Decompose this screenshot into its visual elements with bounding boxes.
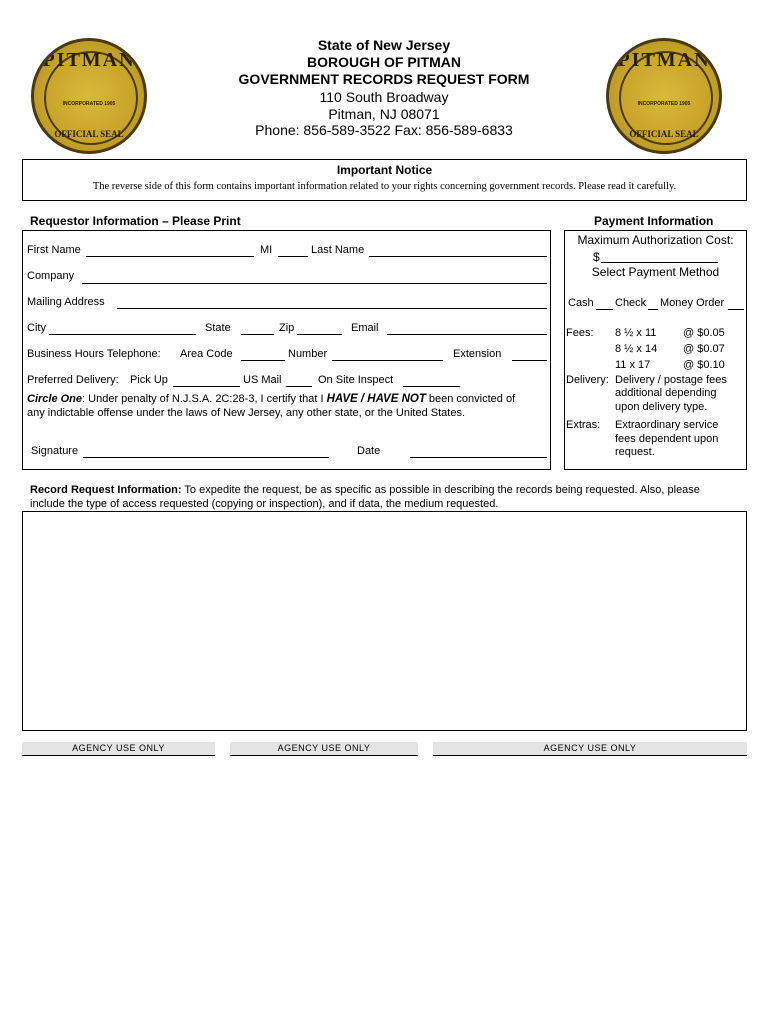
- fee-size: 8 ½ x 11: [615, 327, 657, 339]
- certification-line1: [27, 393, 515, 405]
- seal-top-text: PITMAN: [42, 49, 136, 71]
- state-field[interactable]: [241, 334, 274, 335]
- city-field[interactable]: [49, 334, 196, 335]
- extension-field[interactable]: [512, 360, 547, 361]
- check-label: Check: [615, 297, 647, 309]
- pick-up-label: Pick Up: [130, 374, 168, 386]
- money-order-field[interactable]: [728, 309, 744, 310]
- us-mail-field[interactable]: [286, 386, 312, 387]
- first-name-field[interactable]: [86, 256, 254, 257]
- mi-field[interactable]: [278, 256, 308, 257]
- extras-text: request.: [615, 446, 655, 458]
- record-request-line2: include the type of access requested (copying or inspection), and if data, the medium requested.: [30, 498, 499, 510]
- important-notice-box: [22, 159, 747, 201]
- delivery-text: Delivery / postage fees: [615, 374, 727, 386]
- record-request-textarea[interactable]: [22, 511, 747, 731]
- preferred-delivery-label: Preferred Delivery:: [27, 374, 119, 386]
- fee-price: @ $0.10: [683, 359, 725, 371]
- extras-text: fees dependent upon: [615, 433, 719, 445]
- fees-label: Fees:: [566, 327, 594, 339]
- area-code-field[interactable]: [241, 360, 285, 361]
- extras-label: Extras:: [566, 419, 601, 431]
- zip-label: Zip: [279, 322, 295, 334]
- money-order-label: Money Order: [660, 297, 725, 309]
- seal-middle-text: INCORPORATED 1905: [62, 101, 116, 107]
- agency-use-only-cell: AGENCY USE ONLY: [433, 742, 747, 756]
- header-borough: BOROUGH OF PITMAN: [307, 54, 461, 70]
- email-label: Email: [351, 322, 379, 334]
- payment-heading: Payment Information: [594, 214, 714, 228]
- check-field[interactable]: [648, 309, 658, 310]
- seal-bottom-text: OFFICIAL SEAL: [54, 129, 124, 139]
- have-have-not-choice[interactable]: HAVE / HAVE NOT: [326, 393, 426, 405]
- certification-text-b: been convicted of: [425, 393, 516, 405]
- certification-line2: any indictable offense under the laws of New Jersey, any other state, or the United States.: [27, 407, 466, 419]
- notice-title: Important Notice: [336, 163, 433, 177]
- company-field[interactable]: [82, 283, 547, 284]
- header-state: State of New Jersey: [317, 37, 451, 53]
- record-request-label: Record Request Information:: [30, 484, 182, 496]
- date-field[interactable]: [410, 457, 547, 458]
- on-site-inspect-label: On Site Inspect: [318, 374, 394, 386]
- area-code-label: Area Code: [180, 348, 233, 360]
- select-payment-method-label: Select Payment Method: [591, 265, 720, 279]
- date-label: Date: [357, 445, 381, 457]
- mailing-address-label: Mailing Address: [27, 296, 105, 308]
- mi-label: MI: [260, 244, 273, 256]
- last-name-label: Last Name: [311, 244, 365, 256]
- extras-text: Extraordinary service: [615, 419, 719, 431]
- agency-use-only-cell: AGENCY USE ONLY: [22, 742, 215, 756]
- cash-label: Cash: [568, 297, 594, 309]
- number-label: Number: [288, 348, 328, 360]
- requestor-heading: Requestor Information – Please Print: [30, 214, 241, 228]
- on-site-inspect-field[interactable]: [403, 386, 460, 387]
- fee-price: @ $0.05: [683, 327, 725, 339]
- fee-size: 11 x 17: [615, 359, 651, 371]
- delivery-label: Delivery:: [566, 374, 609, 386]
- mailing-address-field[interactable]: [117, 308, 547, 309]
- city-label: City: [27, 322, 46, 334]
- cash-field[interactable]: [596, 309, 613, 310]
- state-label: State: [205, 322, 231, 334]
- delivery-text: upon delivery type.: [615, 401, 708, 413]
- record-request-instructions: To expedite the request, be as specific as possible in describing the records being requested. Also, please: [181, 484, 700, 496]
- seal-bottom-text: OFFICIAL SEAL: [629, 129, 699, 139]
- last-name-field[interactable]: [369, 256, 547, 257]
- header-phone: Phone: 856-589-3522 Fax: 856-589-6833: [255, 122, 513, 138]
- business-phone-label: Business Hours Telephone:: [27, 348, 161, 360]
- agency-use-only-cell: AGENCY USE ONLY: [230, 742, 418, 756]
- max-authorization-field[interactable]: [601, 262, 718, 263]
- seal-top-text: PITMAN: [617, 49, 711, 71]
- seal-middle-text: INCORPORATED 1905: [637, 101, 691, 107]
- email-field[interactable]: [387, 334, 547, 335]
- notice-text: The reverse side of this form contains important information related to your rights concerning government records. Please read it carefully.: [92, 181, 677, 192]
- zip-field[interactable]: [297, 334, 342, 335]
- extension-label: Extension: [453, 348, 502, 360]
- fee-size: 8 ½ x 14: [615, 343, 658, 355]
- first-name-label: First Name: [27, 244, 81, 256]
- certification-text-a: : Under penalty of N.J.S.A. 2C:28-3, I certify that I: [82, 393, 327, 405]
- pick-up-field[interactable]: [173, 386, 240, 387]
- fee-price: @ $0.07: [683, 343, 725, 355]
- form-title: GOVERNMENT RECORDS REQUEST FORM: [238, 71, 530, 87]
- max-authorization-label: Maximum Authorization Cost:: [577, 233, 734, 247]
- record-request-line1: [30, 484, 700, 496]
- circle-one-label: Circle One: [27, 393, 83, 405]
- signature-field[interactable]: [83, 457, 329, 458]
- header-address-line1: 110 South Broadway: [319, 89, 449, 105]
- dollar-sign: $: [593, 250, 600, 264]
- company-label: Company: [27, 270, 75, 282]
- header-address-line2: Pitman, NJ 08071: [328, 106, 440, 122]
- us-mail-label: US Mail: [243, 374, 282, 386]
- delivery-text: additional depending: [615, 387, 717, 399]
- phone-number-field[interactable]: [332, 360, 443, 361]
- signature-label: Signature: [31, 445, 79, 457]
